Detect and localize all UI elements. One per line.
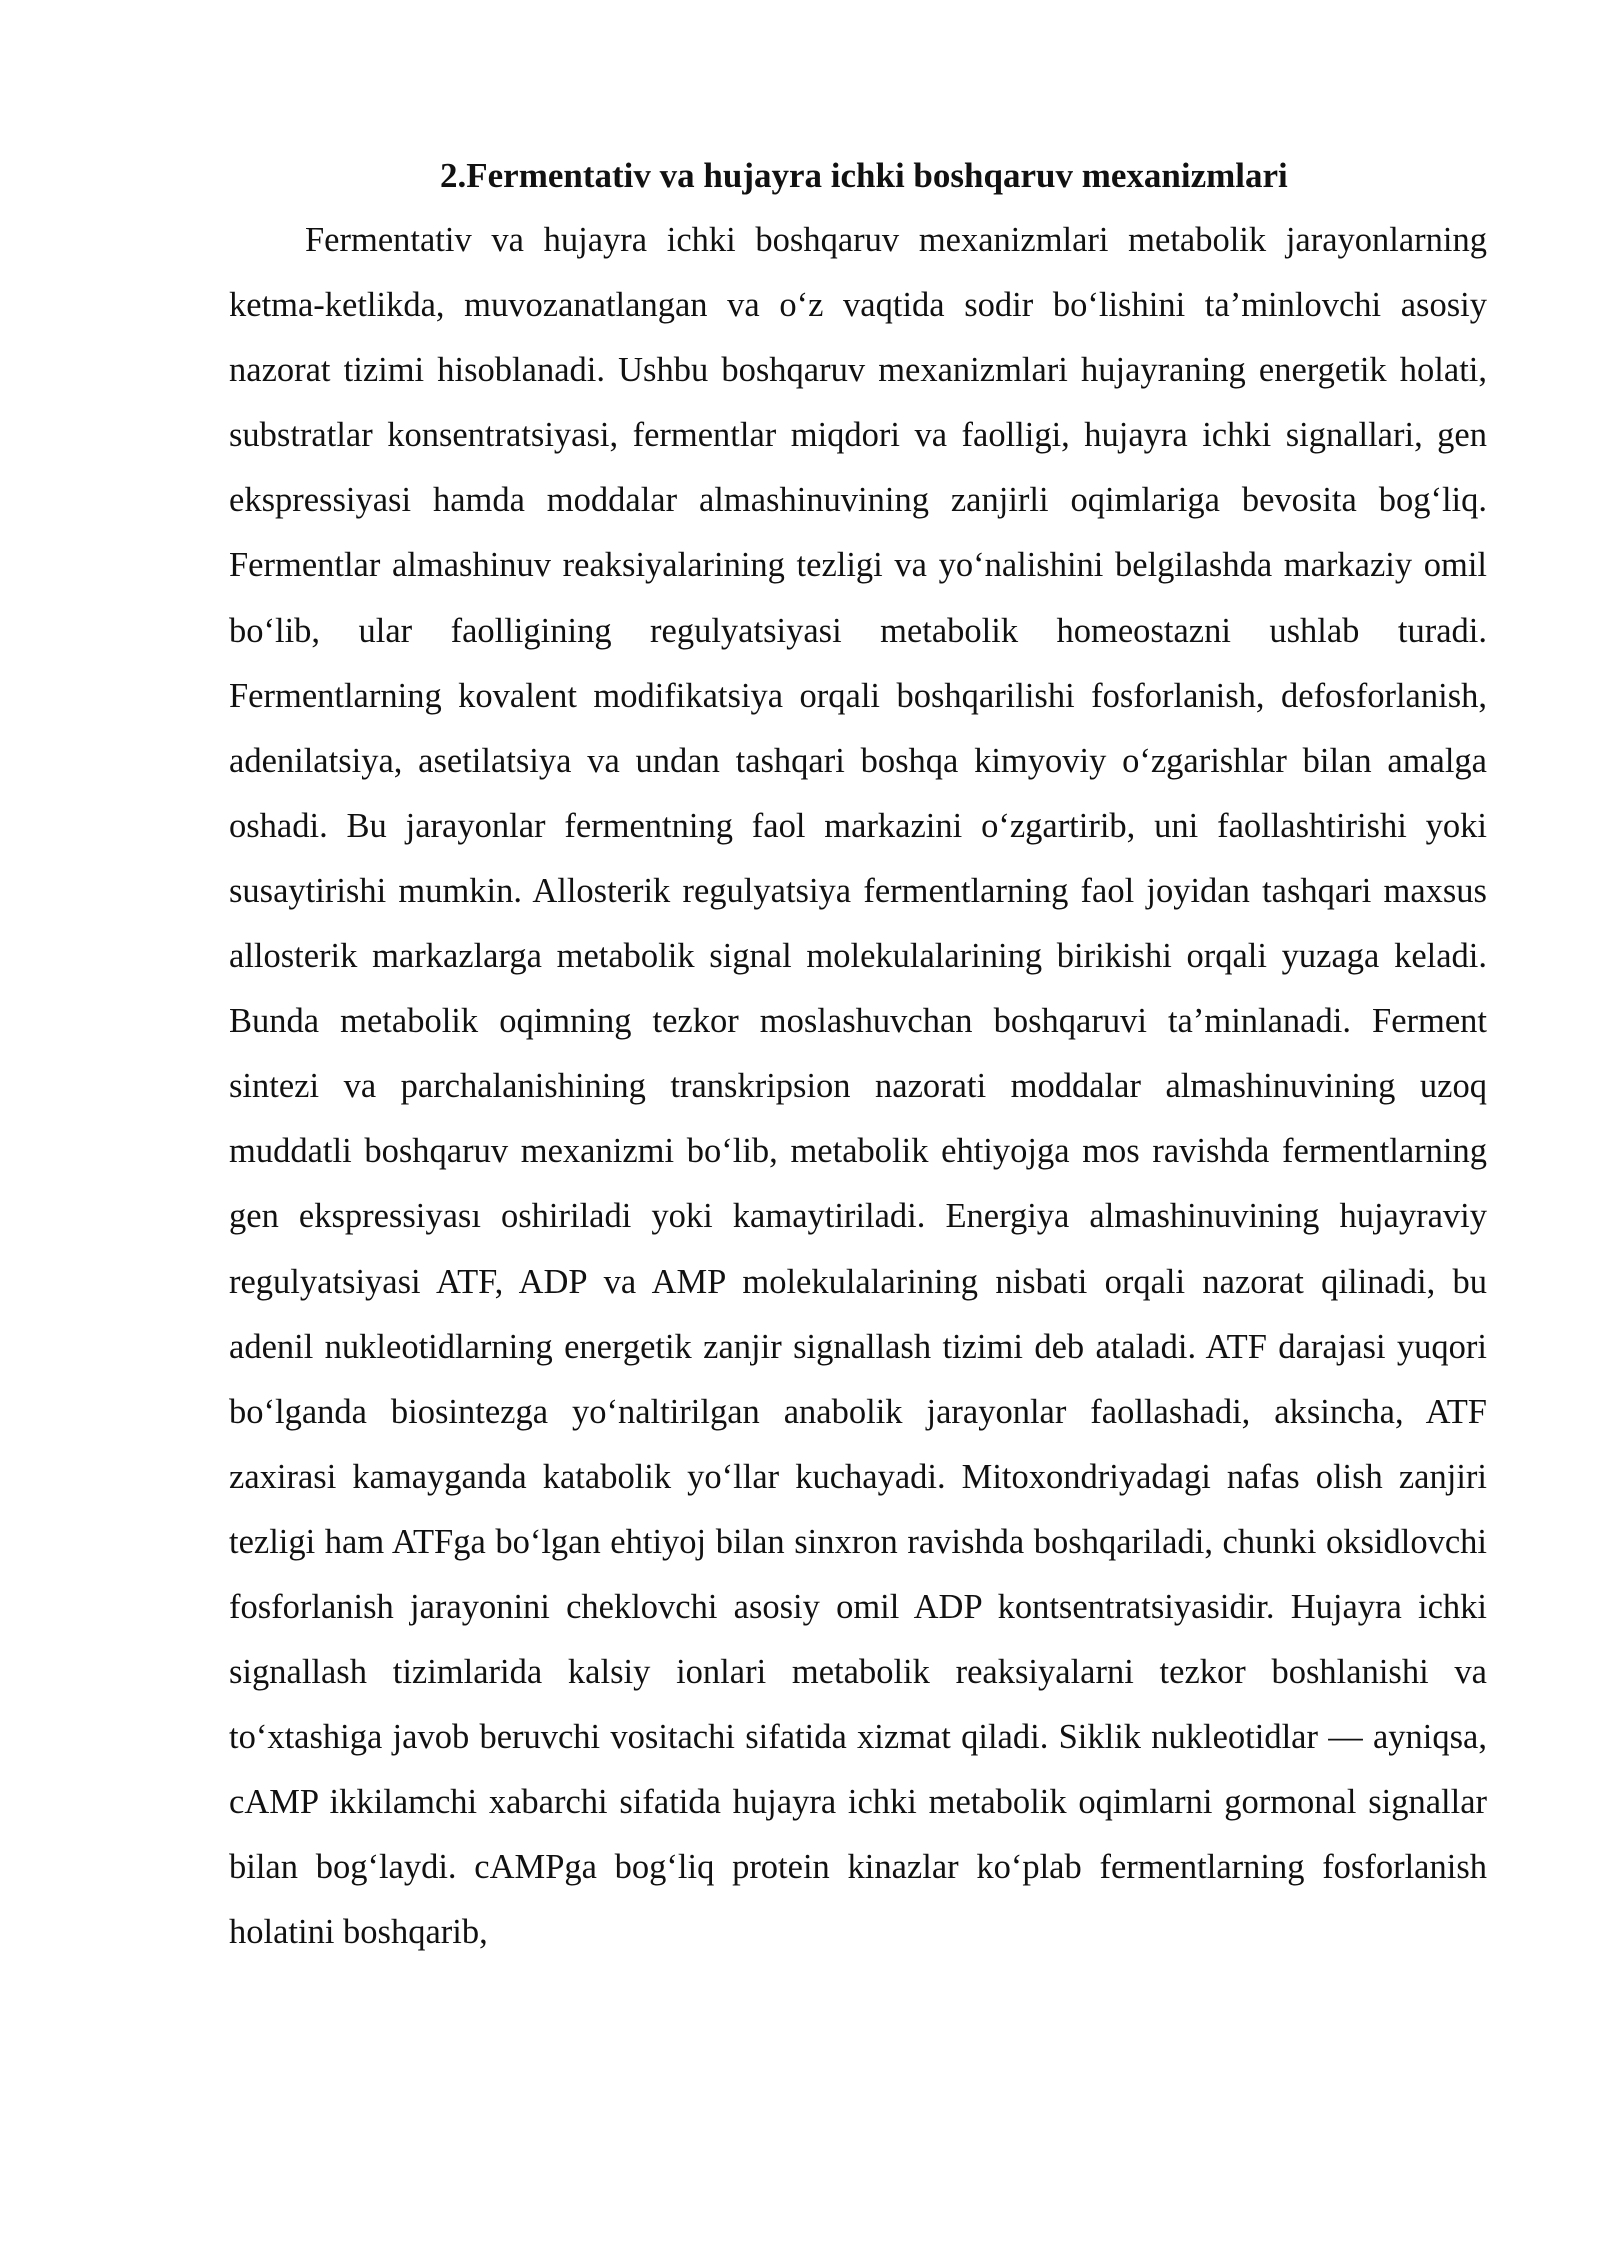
- body-paragraph: Fermentativ va hujayra ichki boshqaruv mexanizmlari metabolik jarayonlarning ketma-ketlikda, muvozanatlangan va o‘z vaqtida sodir bo‘lishini ta’minlovchi asosiy nazorat tizimi hisoblanadi. Ushbu boshqaruv mexanizmlari hujayraning energetik holati, substratlar konsentratsiyasi, fermentlar miqdori va faolligi, hujayra ichki signallari, gen ekspressiyasi hamda moddalar almashinuvining zanjirli oqimlariga bevosita bog‘liq. Fermentlar almashinuv reaksiyalarining tezligi va yo‘nalishini belgilashda markaziy omil bo‘lib, ular faolligining regulyatsiyasi metabolik homeostazni ushlab turadi. Fermentlarning kovalent modifikatsiya orqali boshqarilishi fosforlanish, defosforlanish, adenilatsiya, asetilatsiya va undan tashqari boshqa kimyoviy o‘zgarishlar bilan amalga oshadi. Bu jarayonlar fermentning faol markazini o‘zgartirib, uni faollashtirishi yoki susaytirishi mumkin. Allosterik regulyatsiya fermentlarning faol joyidan tashqari maxsus allosterik markazlarga metabolik signal molekulalarining birikishi orqali yuzaga keladi. Bunda metabolik oqimning tezkor moslashuvchan boshqaruvi ta’minlanadi. Ferment sintezi va parchalanishining transkripsion nazorati moddalar almashinuvining uzoq muddatli boshqaruv mexanizmi bo‘lib, metabolik ehtiyojga mos ravishda fermentlarning gen ekspressiyası oshiriladi yoki kamaytiriladi. Energiya almashinuvining hujayraviy regulyatsiyasi ATF, ADP va AMP molekulalarining nisbati orqali nazorat qilinadi, bu adenil nukleotidlarning energetik zanjir signallash tizimi deb ataladi. ATF darajasi yuqori bo‘lganda biosintezga yo‘naltirilgan anabolik jarayonlar faollashadi, aksincha, ATF zaxirasi kamayganda katabolik yo‘llar kuchayadi. Mitoxondriyadagi nafas olish zanjiri tezligi ham ATFga bo‘lgan ehtiyoj bilan sinxron ravishda boshqariladi, chunki oksidlovchi fosforlanish jarayonini cheklovchi asosiy omil ADP kontsentratsiyasidir. Hujayra ichki signallash tizimlarida kalsiy ionlari metabolik reaksiyalarni tezkor boshlanishi va to‘xtashiga javob beruvchi vositachi sifatida xizmat qiladi. Siklik nukleotidlar — ayniqsa, cAMP ikkilamchi xabarchi sifatida hujayra ichki metabolik oqimlarni gormonal signallar bilan bog‘laydi. cAMPga bog‘liq protein kinazlar ko‘plab fermentlarning fosforlanish holatini boshqarib,: [229, 221, 1487, 1952]
- section-heading: 2.Fermentativ va hujayra ichki boshqaruv mexanizmlari: [440, 156, 1288, 195]
